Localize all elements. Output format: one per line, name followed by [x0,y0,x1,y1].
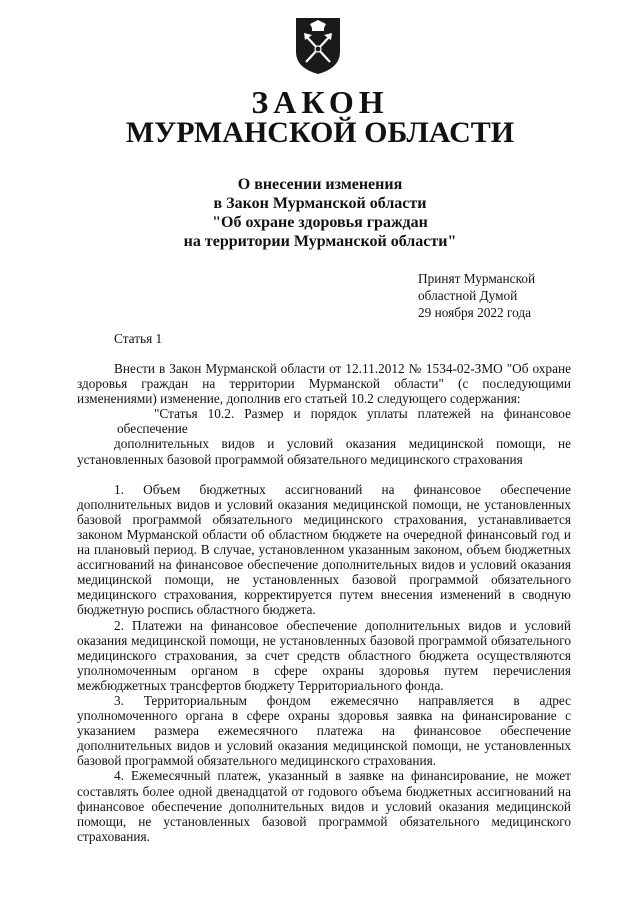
article-body [77,361,571,844]
article-label: Статья 1 [114,331,163,346]
quote-heading: "Статья 10.2. Размер и порядок уплаты платежей на финансовое обеспечение [117,406,571,437]
adoption-note [418,270,618,321]
paragraph-3: 3. Территориальным фондом ежемесячно направляется в адрес уполномоченного органа в сфере охраны здоровья заявка на финансирование с указанием размера ежемесячного платежа на финансовое обеспечение дополнительных видов и условий оказания медицинской помощи, не установленных базовой программой обязательного медицинского страхования. [77,692,571,769]
subtitle-line: в Закон Мурманской области [213,195,427,212]
adoption-date: 29 ноября 2022 года [418,305,532,320]
adoption-line: Принят Мурманской [418,271,536,286]
subtitle-line: "Об охране здоровья граждан [212,214,428,231]
intro-paragraph: Внести в Закон Мурманской области от 12.11.2012 № 1534-02-ЗМО "Об охране здоровья граждан на территории Мурманской области" (с последующими изменениями) изменение, дополнив его статьей 10.2 следующего содержания: [77,361,571,407]
law-title: ЗАКОН [251,84,389,120]
law-subtitle [0,175,640,251]
quote-heading-continuation: дополнительных видов и условий оказания медицинской помощи, не установленных базовой программой обязательного медицинского страхования [77,436,571,467]
coat-of-arms-icon [294,16,342,76]
paragraph-4: 4. Ежемесячный платеж, указанный в заявке на финансирование, не может составлять более одной двенадцатой от годового объема бюджетных ассигнований на финансовое обеспечение дополнительных видов и условий оказания медицинской помощи, не установленных базовой программой обязательного медицинского страхования. [77,768,571,844]
subtitle-line: на территории Мурманской области" [183,233,457,250]
paragraph-2: 2. Платежи на финансовое обеспечение дополнительных видов и условий оказания медицинской помощи, не установленных базовой программой обязательного медицинского страхования, за счет средств областного бюджета осуществляются уполномоченным органом в сфере охраны здоровья путем перечисления межбюджетных трансфертов бюджету Территориального фонда. [77,617,571,693]
adoption-line: областной Думой [418,288,518,303]
paragraph-1: 1. Объем бюджетных ассигнований на финансовое обеспечение дополнительных видов и условий оказания медицинской помощи, не установленных базовой программой обязательного медицинского страхования, устанавливается законом Мурманской области об областном бюджете на очередной финансовый год и на плановый период. В случае, установленном указанным законом, объем бюджетных ассигнований на финансовое обеспечение дополнительных видов и условий оказания медицинской помощи, не установленных базовой программой обязательного медицинского страхования, корректируется путем внесения изменений в сводную бюджетную роспись областного бюджета. [77,481,571,618]
region-title: МУРМАНСКОЙ ОБЛАСТИ [125,116,515,149]
subtitle-line: О внесении изменения [237,176,403,193]
